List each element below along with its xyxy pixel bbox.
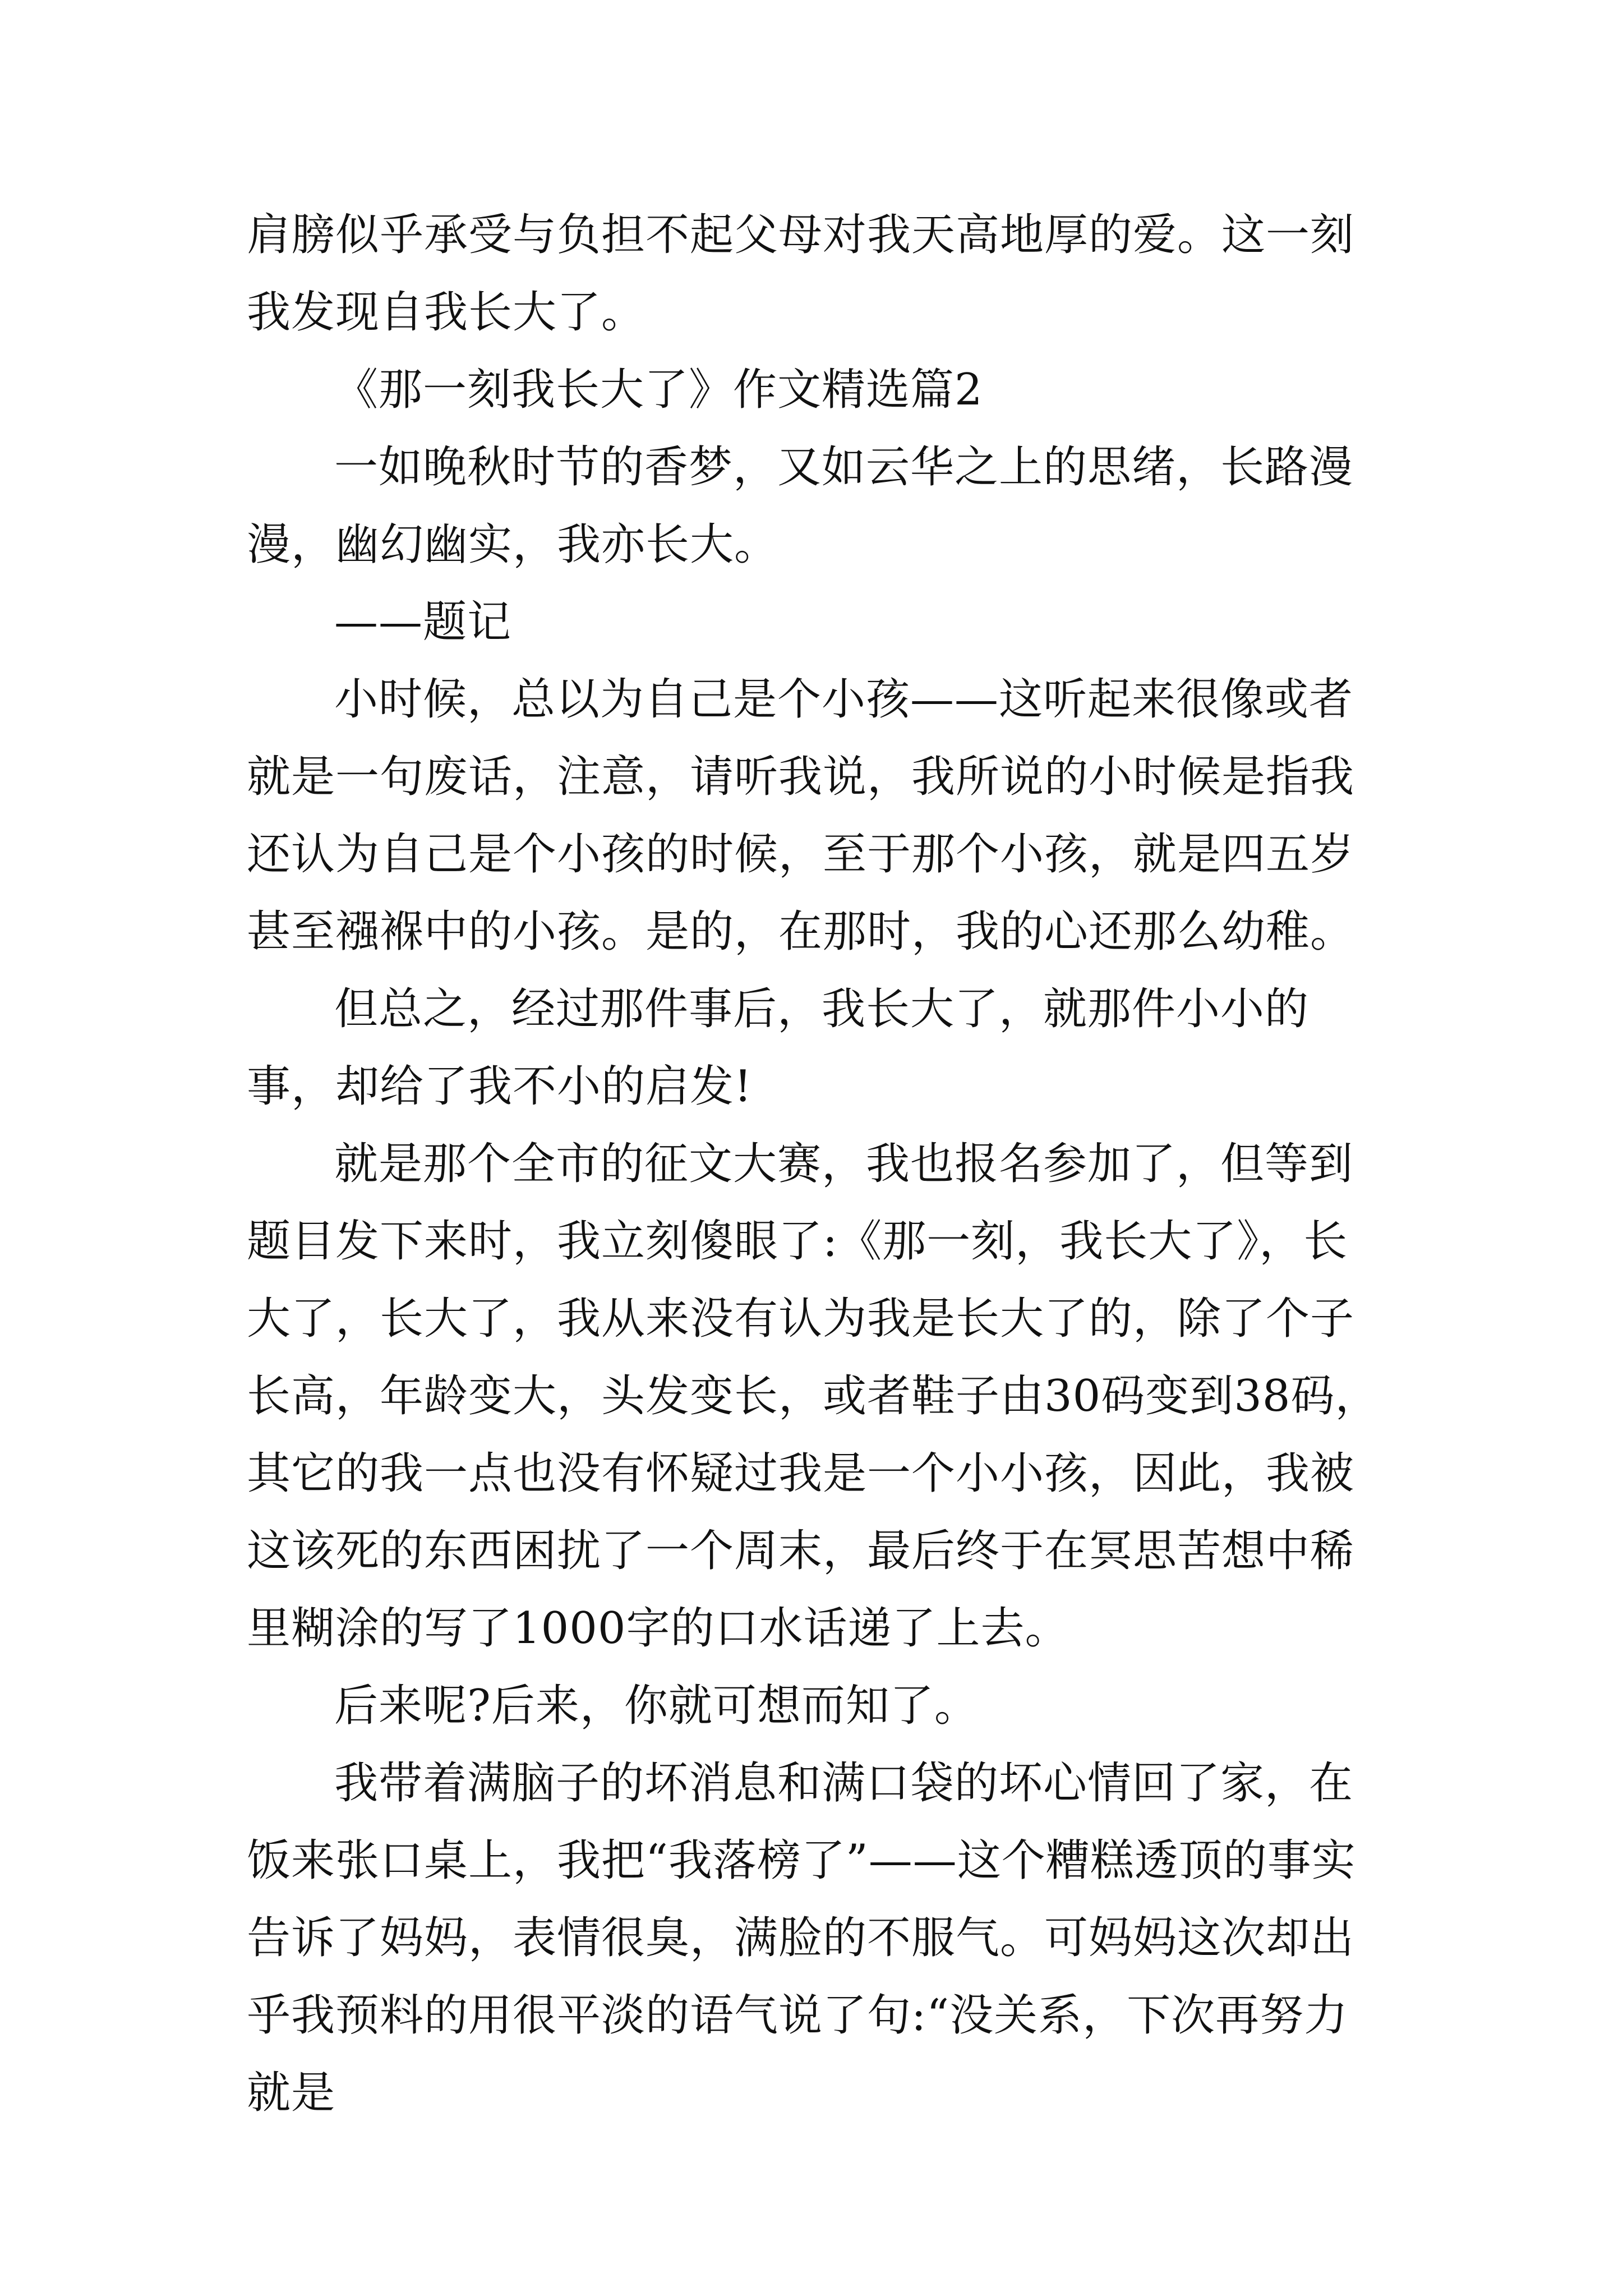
paragraph: 我带着满脑子的坏消息和满口袋的坏心情回了家，在饭来张口桌上，我把“我落榜了”——这个糟糕透顶的事实告诉了妈妈，表情很臭，满脸的不服气。可妈妈这次却出乎我预料的用很平淡的语气说了句:“没关系，下次再努力就是 [247,1758,1356,2118]
paragraph-epigraph: 一如晚秋时节的香梦，又如云华之上的思绪，长路漫漫，幽幻幽实，我亦长大。 [247,442,1354,570]
paragraph-continuation: 肩膀似乎承受与负担不起父母对我天高地厚的爱。这一刻我发现自我长大了。 [247,210,1355,338]
paragraph: 就是那个全市的征文大赛，我也报名参加了，但等到题目发下来时，我立刻傻眼了:《那一刻，我长大了》，长大了，长大了，我从来没有认为我是长大了的，除了个子长高，年龄变大，头发变长，或者鞋子由30码变到38码，其它的我一点也没有怀疑过我是一个小小孩，因此，我被这该死的东西困扰了一个周末，最后终于在冥思苦想中稀里糊涂的写了1000字的口水话递了上去。 [247,1139,1380,1654]
paragraph: 小时候，总以为自己是个小孩——这听起来很像或者就是一句废话，注意，请听我说，我所说的小时候是指我还认为自己是个小孩的时候，至于那个小孩，就是四五岁甚至襁褓中的小孩。是的，在那时，我的心还那么幼稚。 [247,674,1355,957]
document-body [247,196,1391,2132]
section-heading: 《那一刻我长大了》作文精选篇2 [334,365,983,415]
paragraph-epigraph-attribution: ——题记 [334,597,512,647]
paragraph: 但总之，经过那件事后，我长大了，就那件小小的事，却给了我不小的启发! [247,984,1310,1112]
paragraph: 后来呢?后来，你就可想而知了。 [334,1681,979,1731]
